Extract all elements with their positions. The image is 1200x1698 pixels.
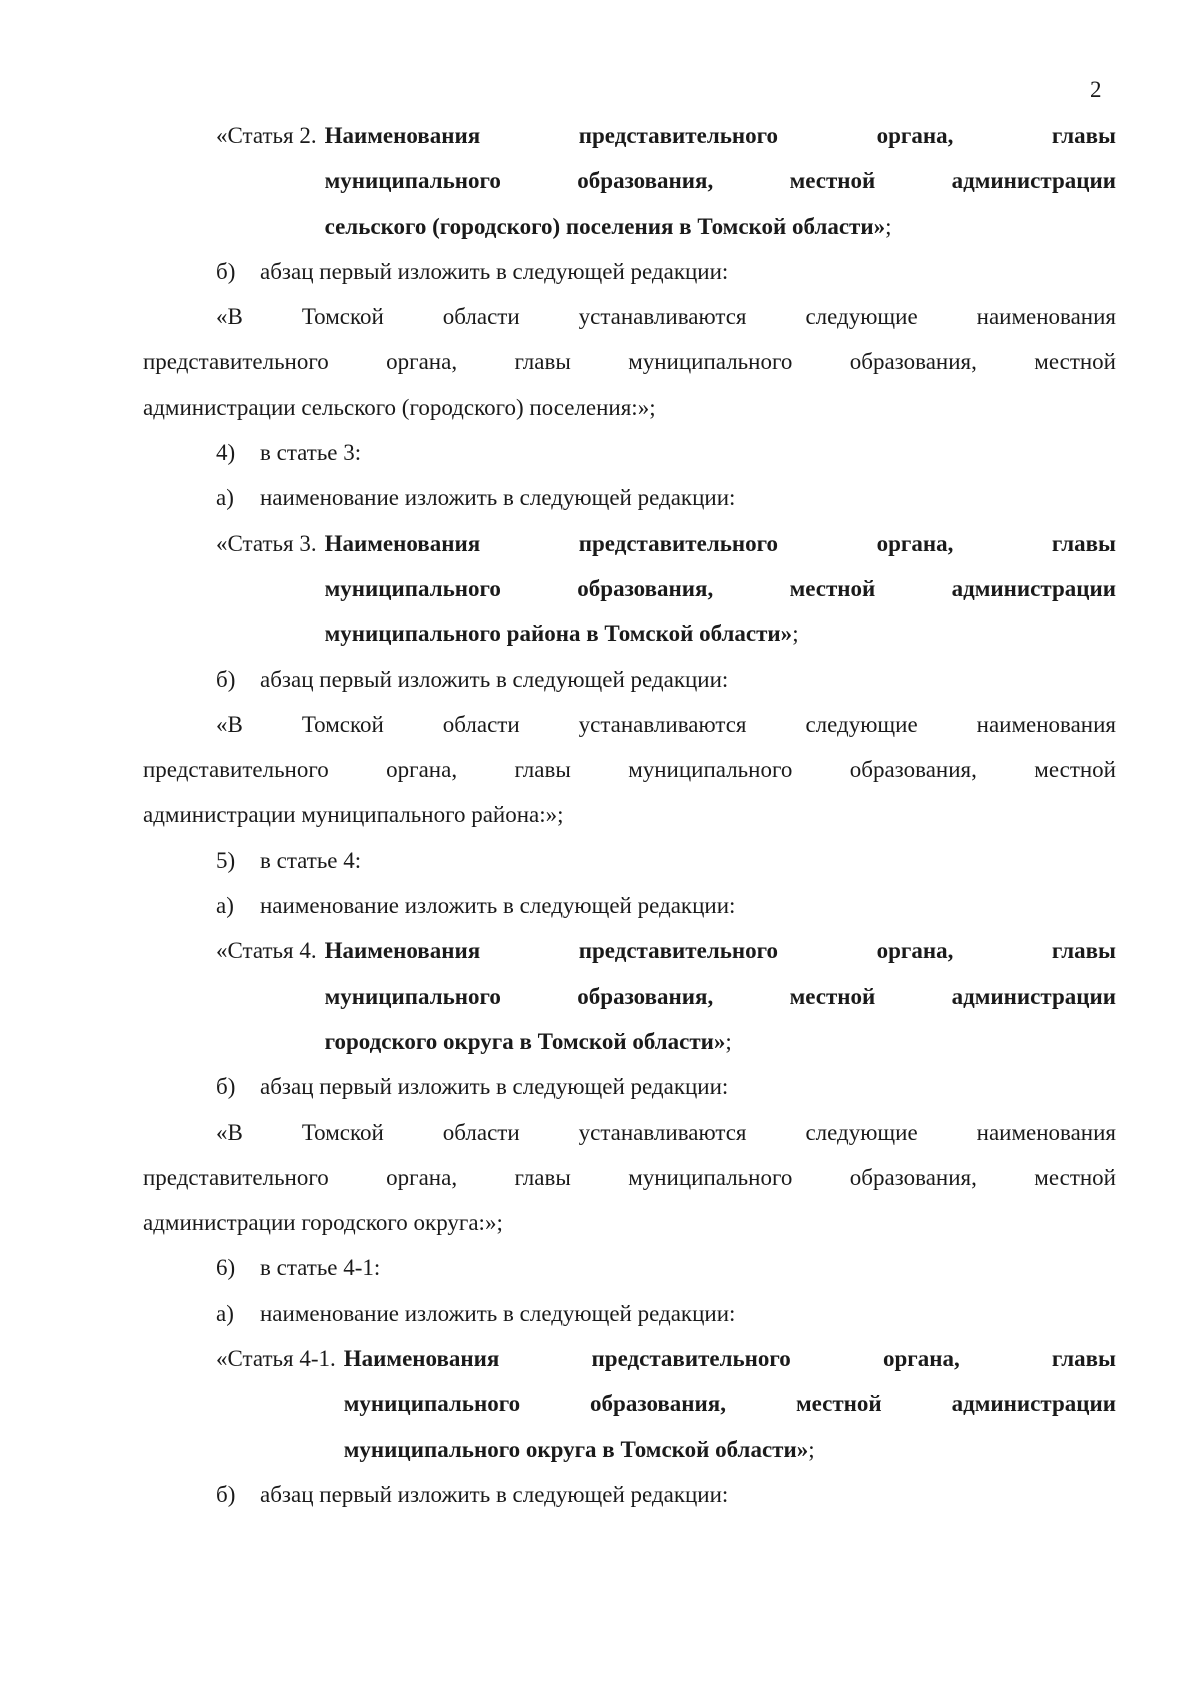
article-title-tail: ; [792,621,799,647]
list-item [143,883,1116,928]
article-title-text: Наименования представительного органа, главы [324,530,1116,556]
article-title-text: муниципального района в Томской области» [324,621,793,647]
item-text: абзац первый изложить в следующей редакции: [260,666,729,692]
article-label: «Статья 3. [216,530,317,556]
article-title-line [344,1381,1116,1426]
list-item [143,1291,1116,1336]
list-item [143,475,1116,520]
list-item [143,838,1116,883]
quoted-paragraph [143,702,1116,838]
item-text: абзац первый изложить в следующей редакции: [260,258,729,284]
item-text: абзац первый изложить в следующей редакции: [260,1074,729,1100]
page-number: 2 [1090,77,1102,102]
article-title-text: Наименования представительного органа, главы [343,1346,1116,1372]
quoted-line: «В Томской области устанавливаются следующие наименования [216,711,1116,737]
article-title-line [325,113,1116,158]
quoted-line: «В Томской области устанавливаются следующие наименования [216,1119,1116,1145]
article-title-line [325,974,1116,1019]
article-heading [216,1336,1116,1472]
article-title-line [344,1427,1116,1472]
article-title-line [325,566,1116,611]
item-number: 4) [216,440,236,466]
article-heading [216,928,1116,1064]
article-title-line [325,928,1116,973]
article-title [325,521,1116,657]
article-label: «Статья 4. [216,938,317,964]
quoted-line: администрации сельского (городского) поселения:»; [143,394,656,420]
article-title-tail: ; [885,213,892,239]
item-number: б) [216,666,236,692]
item-number: б) [216,258,236,284]
article-title-text: Наименования представительного органа, главы [324,938,1116,964]
article-title-tail: ; [808,1436,815,1462]
article-label: «Статья 2. [216,123,317,148]
quoted-paragraph [143,1110,1116,1246]
article-title-line [325,158,1116,203]
item-text: в статье 4: [260,847,362,873]
quoted-line: администрации муниципального района:»; [143,802,564,828]
list-item [143,249,1116,294]
document-body [143,113,1116,1517]
item-text: абзац первый изложить в следующей редакции: [260,1481,729,1507]
item-text: наименование изложить в следующей редакции: [260,893,736,919]
list-item [143,1245,1116,1290]
article-title-text: сельского (городского) поселения в Томской области» [324,213,886,239]
item-number: 6) [216,1255,236,1281]
article-title [325,928,1116,1064]
item-number: 5) [216,847,236,873]
article-title-line [325,611,1116,656]
article-title [344,1336,1116,1472]
article-label: «Статья 4-1. [216,1346,336,1372]
article-title-line [325,521,1116,566]
quoted-line: представительного органа, главы муниципального образования, местной [143,349,1116,375]
article-title-line [325,1019,1116,1064]
list-item [143,1472,1116,1517]
item-number: а) [216,1300,234,1326]
article-title-text: муниципального образования, местной администрации [343,1391,1116,1417]
article-title [325,113,1116,249]
article-title-text: муниципального образования, местной администрации [324,983,1116,1009]
item-text: в статье 3: [260,440,362,466]
item-number: б) [216,1481,236,1507]
article-title-line [344,1336,1116,1381]
item-text: наименование изложить в следующей редакции: [260,1300,736,1326]
item-number: б) [216,1074,236,1100]
list-item [143,1064,1116,1109]
quoted-line: «В Томской области устанавливаются следующие наименования [216,304,1116,330]
list-item [143,657,1116,702]
quoted-line: представительного органа, главы муниципального образования, местной [143,1164,1116,1190]
quoted-line: представительного органа, главы муниципального образования, местной [143,757,1116,783]
article-title-text: городского округа в Томской области» [324,1028,726,1054]
article-heading [216,113,1116,249]
item-text: наименование изложить в следующей редакции: [260,485,736,511]
article-title-text: муниципального образования, местной администрации [324,168,1116,194]
article-heading [216,521,1116,657]
item-number: а) [216,893,234,919]
article-title-tail: ; [725,1028,732,1054]
article-title-line [325,204,1116,249]
list-item [143,430,1116,475]
item-text: в статье 4-1: [260,1255,381,1281]
item-number: а) [216,485,234,511]
article-title-text: муниципального образования, местной администрации [324,575,1116,601]
article-title-text: Наименования представительного органа, главы [324,123,1116,148]
quoted-paragraph [143,294,1116,430]
article-title-text: муниципального округа в Томской области» [343,1436,809,1462]
quoted-line: администрации городского округа:»; [143,1210,503,1236]
